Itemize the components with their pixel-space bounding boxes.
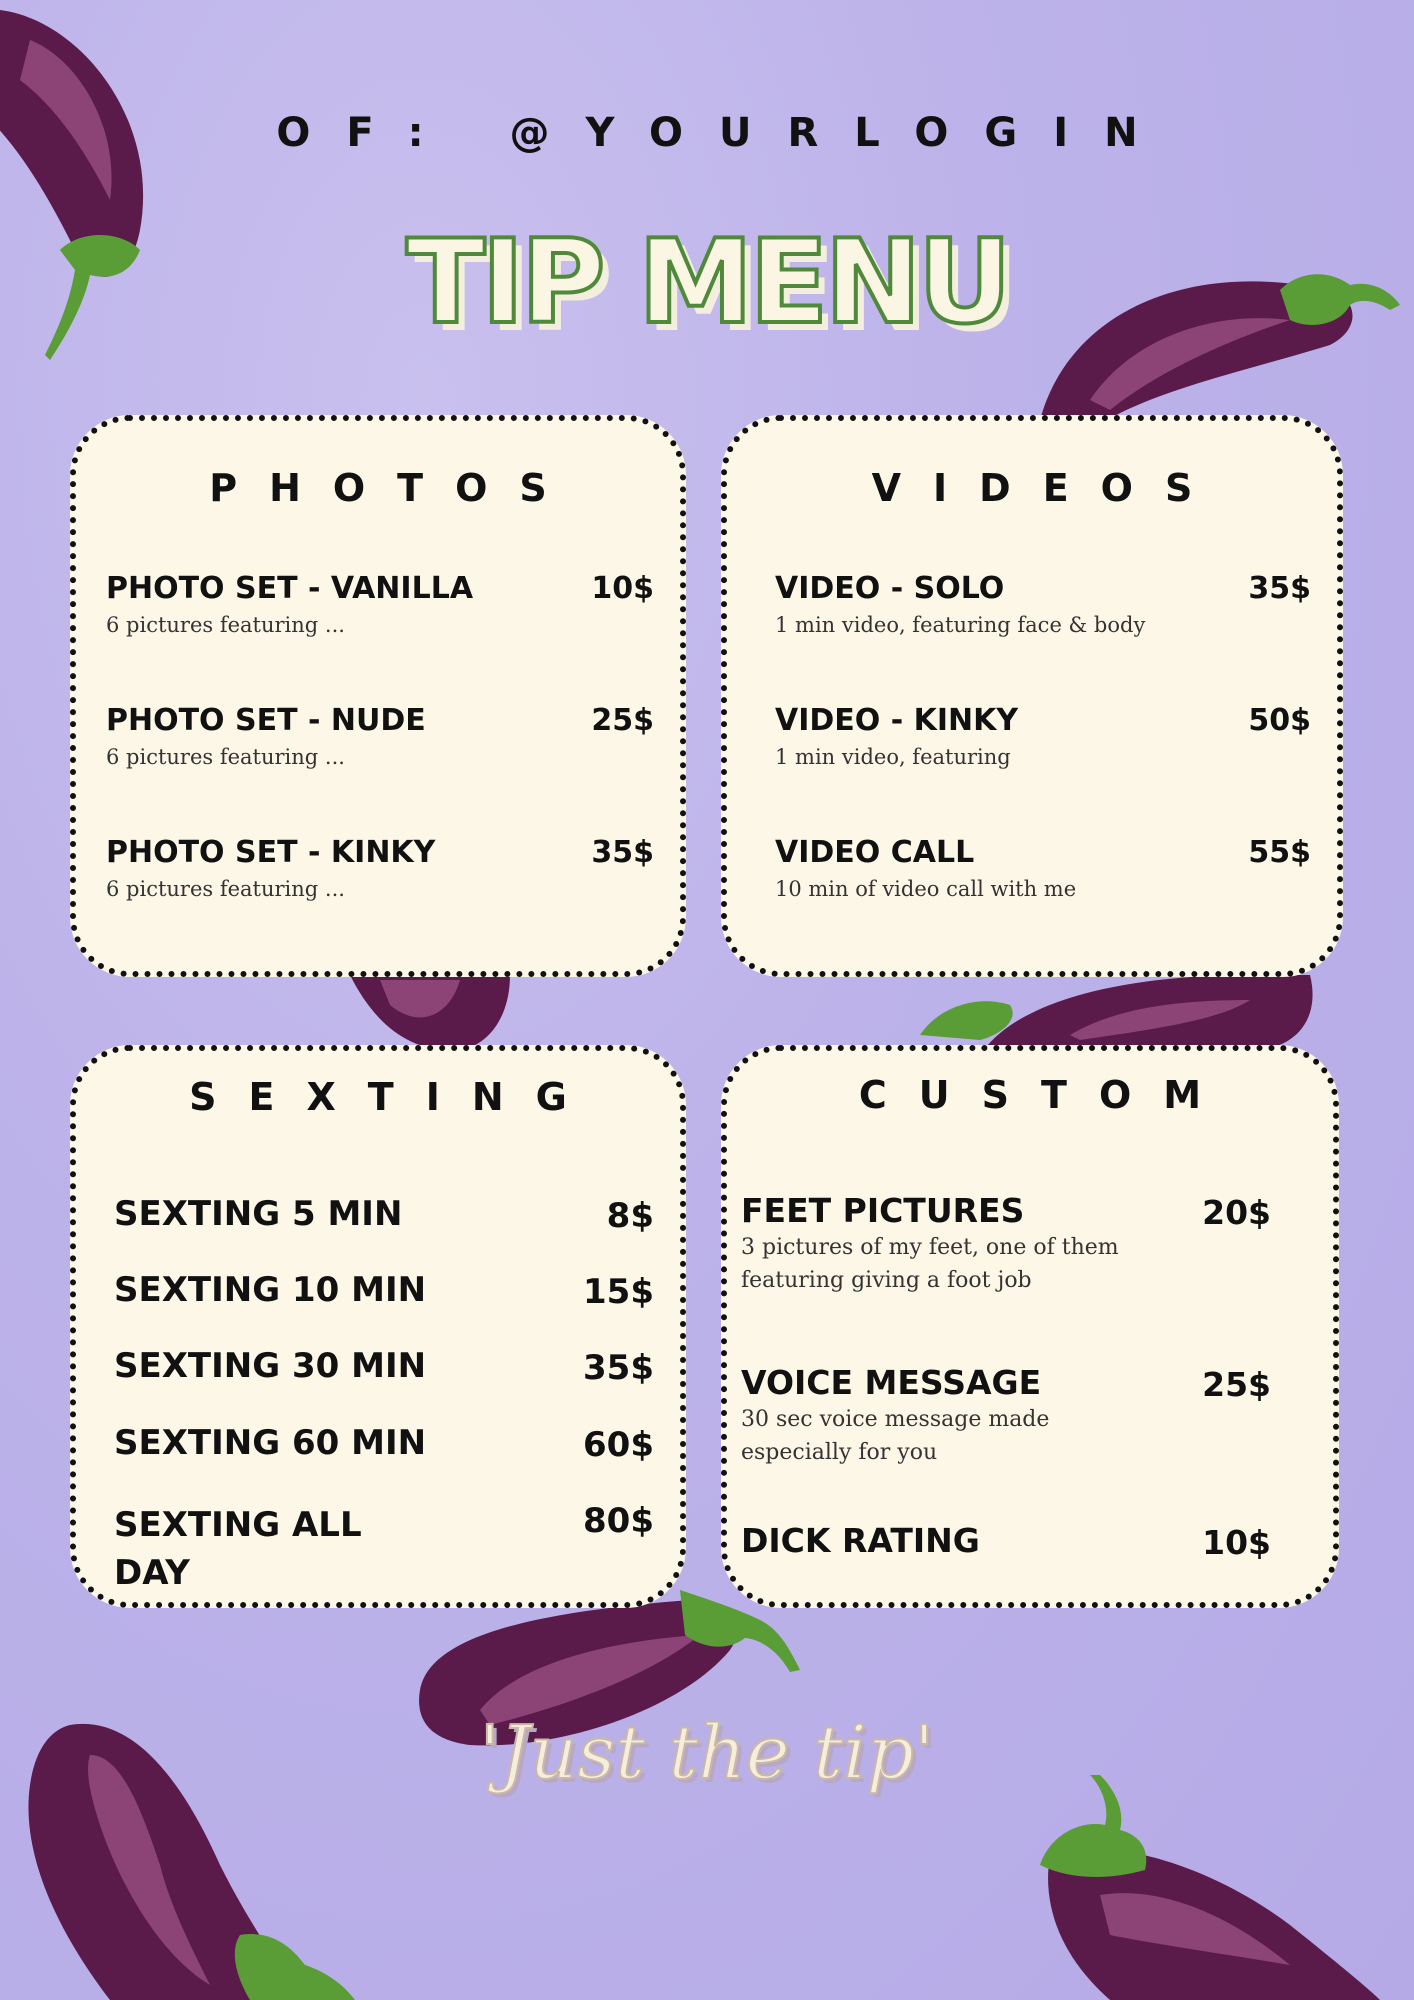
menu-item <box>114 1270 654 1312</box>
item-description: 1 min video, featuring <box>775 745 1011 769</box>
item-name: VIDEO - SOLO <box>775 571 1005 606</box>
item-name: PHOTO SET - KINKY <box>106 835 436 870</box>
item-name: VOICE MESSAGE <box>741 1363 1042 1402</box>
item-description: 10 min of video call with me <box>775 877 1077 901</box>
item-price: 55$ <box>1248 835 1311 870</box>
tagline: 'Just the tip' <box>479 1710 935 1796</box>
eggplant-icon <box>1030 1775 1414 2000</box>
item-name: SEXTING 10 MIN <box>114 1270 427 1310</box>
item-name: SEXTING 60 MIN <box>114 1423 427 1463</box>
sexting-title: SEXTING <box>189 1075 599 1119</box>
item-price: 80$ <box>583 1501 654 1541</box>
menu-item <box>114 1423 654 1465</box>
menu-item <box>741 1521 1271 1562</box>
item-description: 3 pictures of my feet, one of them featuring giving a foot job <box>741 1235 1119 1293</box>
item-price: 35$ <box>583 1348 654 1388</box>
photos-card <box>70 415 686 977</box>
item-price: 60$ <box>583 1425 654 1465</box>
item-name: FEET PICTURES <box>741 1191 1025 1230</box>
item-price: 10$ <box>1202 1523 1271 1562</box>
photos-title: PHOTOS <box>209 466 579 510</box>
item-price: 8$ <box>606 1196 654 1236</box>
item-description: 1 min video, featuring face & body <box>775 613 1146 637</box>
page-title: TIP MENU <box>406 215 1008 350</box>
menu-item <box>106 571 654 642</box>
menu-item <box>114 1501 654 1597</box>
custom-title: CUSTOM <box>858 1073 1234 1117</box>
menu-item <box>106 835 654 906</box>
item-price: 25$ <box>1202 1365 1271 1404</box>
item-price: 25$ <box>591 703 654 738</box>
item-name: SEXTING 5 MIN <box>114 1194 403 1234</box>
menu-item <box>741 1365 1271 1469</box>
custom-card <box>721 1045 1339 1608</box>
menu-item <box>775 703 1311 774</box>
item-name: PHOTO SET - NUDE <box>106 703 426 738</box>
menu-item <box>741 1193 1271 1297</box>
videos-card <box>721 415 1343 977</box>
sexting-card <box>70 1045 686 1608</box>
item-description: 30 sec voice message made especially for you <box>741 1407 1050 1465</box>
item-description: 6 pictures featuring ... <box>106 877 345 901</box>
creator-handle: OF: @YOURLOGIN <box>276 110 1174 156</box>
item-price: 10$ <box>591 571 654 606</box>
item-name: VIDEO - KINKY <box>775 703 1019 738</box>
menu-item <box>114 1346 654 1388</box>
item-price: 50$ <box>1248 703 1311 738</box>
item-description: 6 pictures featuring ... <box>106 613 345 637</box>
menu-item <box>114 1194 654 1236</box>
menu-item <box>775 835 1311 906</box>
item-name: VIDEO CALL <box>775 835 975 870</box>
item-price: 20$ <box>1202 1193 1271 1232</box>
menu-item <box>775 571 1311 642</box>
eggplant-icon <box>920 975 1320 1055</box>
item-description: 6 pictures featuring ... <box>106 745 345 769</box>
menu-item <box>106 703 654 774</box>
item-name: SEXTING 30 MIN <box>114 1346 427 1386</box>
item-name: SEXTING ALL DAY <box>114 1505 362 1593</box>
item-price: 35$ <box>1248 571 1311 606</box>
item-name: PHOTO SET - VANILLA <box>106 571 474 606</box>
eggplant-icon <box>340 975 520 1055</box>
videos-title: VIDEOS <box>871 466 1225 510</box>
item-price: 35$ <box>591 835 654 870</box>
item-price: 15$ <box>583 1272 654 1312</box>
item-name: DICK RATING <box>741 1521 980 1560</box>
